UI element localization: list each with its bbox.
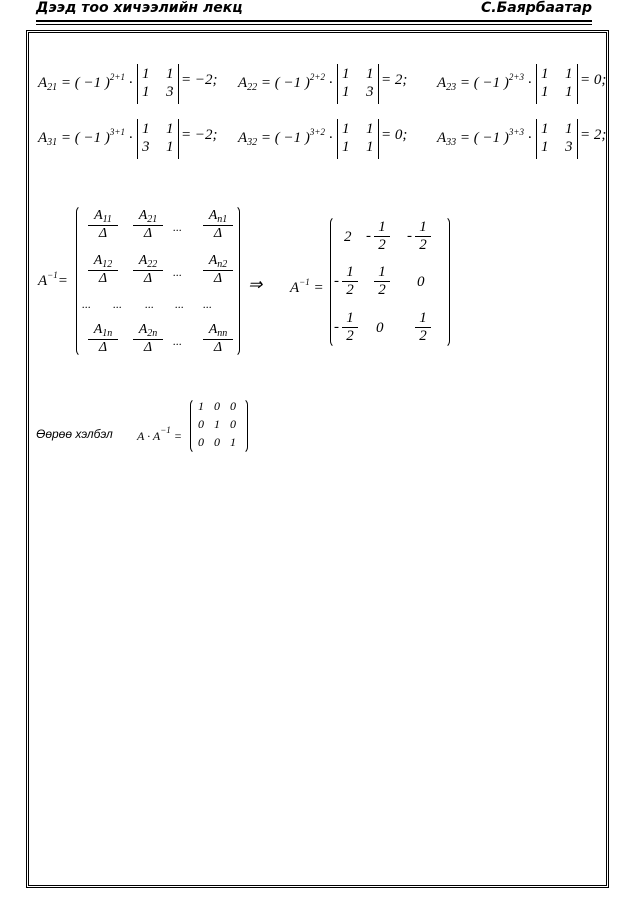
cofactor-fraction [133, 253, 163, 287]
check-exponent: −1 [160, 425, 171, 435]
fraction-index: 1n [102, 328, 113, 339]
minus-sign: - [334, 273, 339, 289]
cofactor-fraction [133, 322, 163, 356]
cofactor-index: 22 [247, 82, 258, 93]
identity-entry: 1 [230, 435, 236, 449]
minus-sign: - [407, 228, 412, 244]
identity-entry: 0 [198, 435, 204, 449]
header-rule-thin [36, 24, 592, 25]
minus-sign: - [334, 319, 339, 335]
determinant-entry: 3 [142, 139, 150, 155]
matrix-fraction [342, 310, 358, 345]
determinant-entry: 1 [142, 66, 150, 82]
cofactor-fraction [88, 322, 118, 356]
implies-arrow: ⇒ [248, 275, 263, 294]
cofactor-index: 23 [446, 82, 457, 93]
matrix-entry: 2 [344, 229, 352, 245]
fraction-index: n1 [217, 214, 228, 225]
determinant [536, 64, 578, 104]
fraction-denominator: Δ [143, 340, 153, 355]
fraction-index: 11 [102, 214, 112, 225]
result-exponent: −1 [299, 277, 310, 287]
fraction-denominator: 2 [346, 282, 354, 298]
matrix-fraction [415, 219, 431, 254]
page-header [36, 0, 592, 20]
cofactor-exponent: 3+1 [109, 127, 125, 137]
page-frame [26, 30, 609, 888]
determinant [337, 119, 379, 159]
check-product: $A \cdot A^{-1}$ = [137, 425, 182, 443]
cofactor-term: $A_{32}$ = ( −1 )$^{3+2}$ · [238, 127, 333, 148]
determinant-entry: 3 [565, 139, 573, 155]
fraction-numerator: $A_{21}$ [133, 208, 163, 226]
cofactor-exponent: 3+2 [309, 127, 325, 137]
cofactor-term: $A_{22}$ = ( −1 )$^{2+2}$ · [238, 72, 333, 93]
cofactor-result: = 2; [580, 127, 607, 143]
course-title: Дээд тоо хичээлийн лекц [36, 0, 243, 16]
cofactor-result: = 2; [381, 72, 408, 88]
fraction-denominator: 2 [419, 237, 427, 253]
header-rule [36, 20, 592, 22]
determinant-entry: 1 [565, 66, 573, 82]
cofactor-result: = 0; [381, 127, 408, 143]
fraction-denominator: Δ [98, 226, 108, 241]
fraction-numerator: $A_{nn}$ [203, 322, 233, 340]
determinant-entry: 1 [541, 66, 549, 82]
fraction-denominator: Δ [143, 226, 153, 241]
cofactor-fraction [203, 253, 233, 287]
identity-entry: 0 [214, 435, 220, 449]
fraction-denominator: 2 [346, 328, 354, 344]
fraction-denominator: Δ [213, 226, 223, 241]
determinant-entry: 3 [166, 84, 174, 100]
minus-sign: - [366, 228, 371, 244]
inverse-exponent: −1 [47, 270, 58, 280]
matrix-ellipsis: ... [113, 297, 122, 311]
fraction-denominator: 2 [419, 328, 427, 344]
cofactor-result: = 0; [580, 72, 607, 88]
determinant-entry: 1 [166, 139, 174, 155]
determinant-entry: 1 [142, 121, 150, 137]
fraction-numerator: 1 [342, 264, 358, 282]
determinant-entry: 1 [541, 84, 549, 100]
determinant [536, 119, 578, 159]
cofactor-fraction [133, 208, 163, 242]
fraction-numerator: $A_{22}$ [133, 253, 163, 271]
fraction-numerator: $A_{2n}$ [133, 322, 163, 340]
cofactor-result: = −2; [181, 127, 218, 143]
fraction-denominator: Δ [143, 271, 153, 286]
determinant-entry: 1 [142, 84, 150, 100]
determinant-entry: 1 [541, 139, 549, 155]
fraction-numerator: 1 [374, 264, 390, 282]
cofactor-index: 33 [446, 137, 457, 148]
check-label: Өөрөө хэлбэл [36, 427, 113, 441]
fraction-denominator: 2 [378, 237, 386, 253]
identity-entry: 0 [198, 417, 204, 431]
determinant-entry: 1 [342, 139, 350, 155]
matrix-fraction [374, 264, 390, 299]
cofactor-exponent: 2+3 [508, 72, 524, 82]
matrix-ellipsis: ... [173, 265, 182, 279]
cofactor-term: $A_{33}$ = ( −1 )$^{3+3}$ · [437, 127, 532, 148]
fraction-numerator: $A_{1n}$ [88, 322, 118, 340]
fraction-denominator: Δ [98, 271, 108, 286]
fraction-numerator: 1 [374, 219, 390, 237]
determinant-entry: 1 [342, 84, 350, 100]
identity-entry: 0 [230, 417, 236, 431]
fraction-denominator: Δ [213, 340, 223, 355]
cofactor-fraction [88, 253, 118, 287]
determinant [137, 64, 179, 104]
determinant-entry: 1 [166, 121, 174, 137]
fraction-numerator: 1 [415, 219, 431, 237]
fraction-index: 2n [147, 328, 158, 339]
determinant-entry: 1 [366, 121, 374, 137]
identity-entry: 1 [214, 417, 220, 431]
cofactor-exponent: 3+3 [508, 127, 524, 137]
fraction-numerator: 1 [342, 310, 358, 328]
matrix-ellipsis: ... [173, 334, 182, 348]
identity-entry: 0 [214, 399, 220, 413]
fraction-index: 21 [147, 214, 158, 225]
determinant-entry: 1 [342, 66, 350, 82]
matrix-fraction [342, 264, 358, 299]
fraction-numerator: $A_{n1}$ [203, 208, 233, 226]
fraction-numerator: $A_{n2}$ [203, 253, 233, 271]
fraction-numerator: 1 [415, 310, 431, 328]
cofactor-exponent: 2+2 [309, 72, 325, 82]
matrix-entry: 0 [417, 274, 425, 290]
fraction-index: nn [217, 328, 228, 339]
cofactor-index: 31 [47, 137, 58, 148]
author-name: С.Баярбаатар [481, 0, 592, 16]
fraction-index: 22 [147, 259, 158, 270]
fraction-numerator: $A_{12}$ [88, 253, 118, 271]
cofactor-term: $A_{21}$ = ( −1 )$^{2+1}$ · [38, 72, 133, 93]
determinant-entry: 1 [366, 139, 374, 155]
fraction-denominator: Δ [98, 340, 108, 355]
determinant-entry: 1 [366, 66, 374, 82]
fraction-numerator: $A_{11}$ [88, 208, 118, 226]
result-lhs: $A^{-1}$ = [290, 277, 324, 296]
matrix-ellipsis: ... [203, 297, 212, 311]
cofactor-fraction [203, 322, 233, 356]
identity-entry: 1 [198, 399, 204, 413]
cofactor-exponent: 2+1 [109, 72, 125, 82]
identity-entry: 0 [230, 399, 236, 413]
fraction-index: n2 [217, 259, 228, 270]
cofactor-term: $A_{23}$ = ( −1 )$^{2+3}$ · [437, 72, 532, 93]
fraction-denominator: Δ [213, 271, 223, 286]
determinant-entry: 1 [342, 121, 350, 137]
fraction-denominator: 2 [378, 282, 386, 298]
determinant [137, 119, 179, 159]
fraction-index: 12 [102, 259, 113, 270]
determinant-entry: 1 [541, 121, 549, 137]
matrix-ellipsis: ... [82, 297, 91, 311]
matrix-entry: 0 [376, 320, 384, 336]
matrix-ellipsis: ... [173, 220, 182, 234]
determinant-entry: 1 [565, 84, 573, 100]
matrix-ellipsis: ... [145, 297, 154, 311]
cofactor-index: 21 [47, 82, 58, 93]
cofactor-result: = −2; [181, 72, 218, 88]
matrix-fraction [415, 310, 431, 345]
cofactor-term: $A_{31}$ = ( −1 )$^{3+1}$ · [38, 127, 133, 148]
matrix-ellipsis: ... [175, 297, 184, 311]
determinant-entry: 1 [166, 66, 174, 82]
inverse-lhs: $A^{-1}=$ [38, 270, 68, 289]
determinant-entry: 3 [366, 84, 374, 100]
determinant [337, 64, 379, 104]
cofactor-index: 32 [247, 137, 258, 148]
determinant-entry: 1 [565, 121, 573, 137]
matrix-fraction [374, 219, 390, 254]
cofactor-fraction [203, 208, 233, 242]
cofactor-fraction [88, 208, 118, 242]
